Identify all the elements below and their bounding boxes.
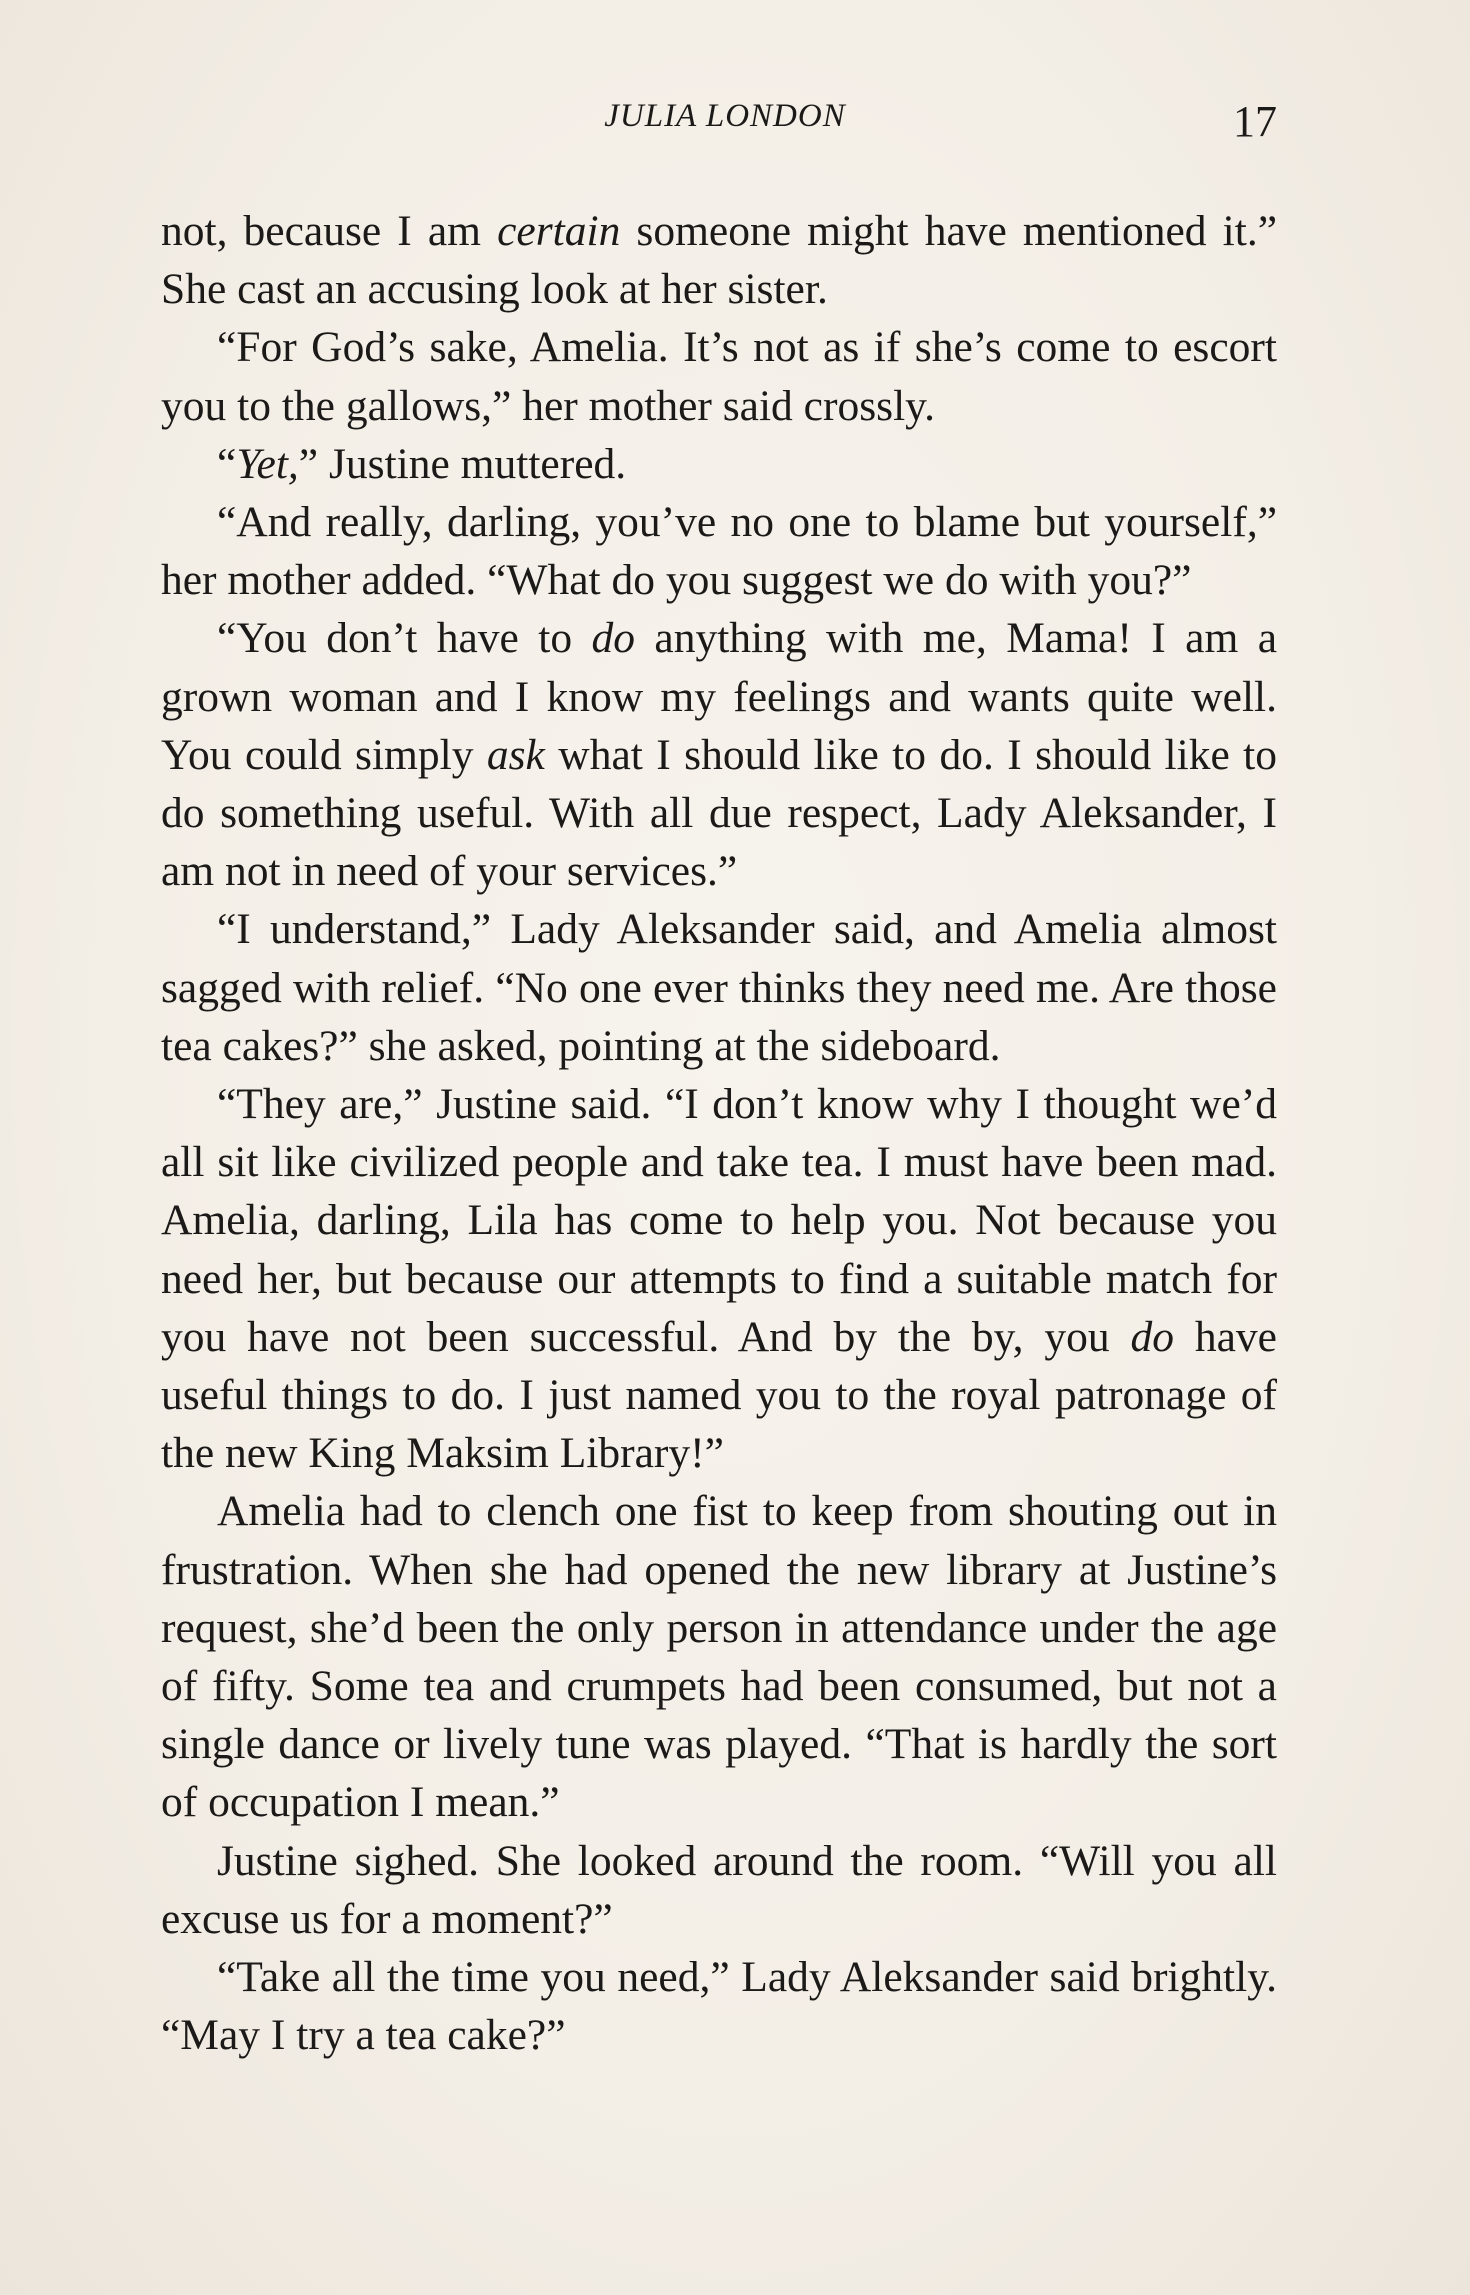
- running-head: JULIA LONDON: [604, 98, 846, 134]
- text-run: “: [217, 439, 237, 488]
- paragraph: [161, 1482, 1277, 1831]
- italic-text: certain: [497, 207, 621, 255]
- paragraph: [161, 900, 1277, 1075]
- text-run: Amelia had to clench one fist to keep from shouting out in frustration. When she had opened the new library at Justine’s request, she’d been the only person in attendance under the age of fifty. Some tea and crumpets had been consumed, but not a single dance or lively tune was played. “That is hardly the sort of occupation I mean.”: [161, 1487, 1277, 1827]
- text-run: someone might have mentioned it.” She cast an accusing look at her sister.: [161, 207, 1277, 314]
- text-run: “For God’s sake, Amelia. It’s not as if she’s come to escort you to the gallows,” her mother said crossly.: [161, 323, 1277, 430]
- paragraph: [161, 609, 1277, 900]
- text-run: “They are,” Justine said. “I don’t know why I thought we’d all sit like civilized people and take tea. I must have been mad. Amelia, darling, Lila has come to help you. Not because you need her, but because our attempts to find a suitable match for you have not been successful. And by the by, you: [161, 1080, 1277, 1361]
- italic-text: do: [1130, 1312, 1174, 1361]
- text-run: have useful things to do. I just named you to the royal patronage of the new King Maksim Library!”: [161, 1312, 1277, 1478]
- paragraph: [161, 202, 1277, 318]
- text-run: anything with me, Mama! I am a grown woman and I know my feelings and wants quite well. You could simply: [161, 614, 1277, 779]
- text-run: Justine sighed. She looked around the room. “Will you all excuse us for a moment?”: [161, 1836, 1277, 1943]
- text-run: “I understand,” Lady Aleksander said, and Amelia almost sagged with relief. “No one ever thinks they need me. Are those tea cakes?” she asked, pointing at the sideboard.: [161, 905, 1277, 1070]
- paragraph: [161, 493, 1277, 609]
- paragraph: [161, 1832, 1277, 1948]
- text-run: “You don’t have to: [217, 614, 592, 663]
- page-number: 17: [1233, 97, 1277, 146]
- paragraph: [161, 435, 1277, 493]
- italic-text: Yet,: [236, 439, 299, 488]
- paragraph: [161, 1075, 1277, 1482]
- paragraph: [161, 1948, 1277, 2064]
- paragraph: [161, 318, 1277, 434]
- text-run: “Take all the time you need,” Lady Aleksander said brightly. “May I try a tea cake?”: [161, 1953, 1277, 2060]
- text-run: “And really, darling, you’ve no one to blame but yourself,” her mother added. “What do you suggest we do with you?”: [161, 498, 1277, 605]
- body-text: [161, 202, 1277, 2065]
- text-run: what I should like to do. I should like to do something useful. With all due respect, Lady Aleksander, I am not in need of your services.”: [161, 730, 1278, 896]
- italic-text: do: [591, 614, 635, 663]
- text-run: not, because I am: [161, 207, 498, 255]
- italic-text: ask: [486, 730, 545, 779]
- text-run: ” Justine muttered.: [298, 439, 627, 488]
